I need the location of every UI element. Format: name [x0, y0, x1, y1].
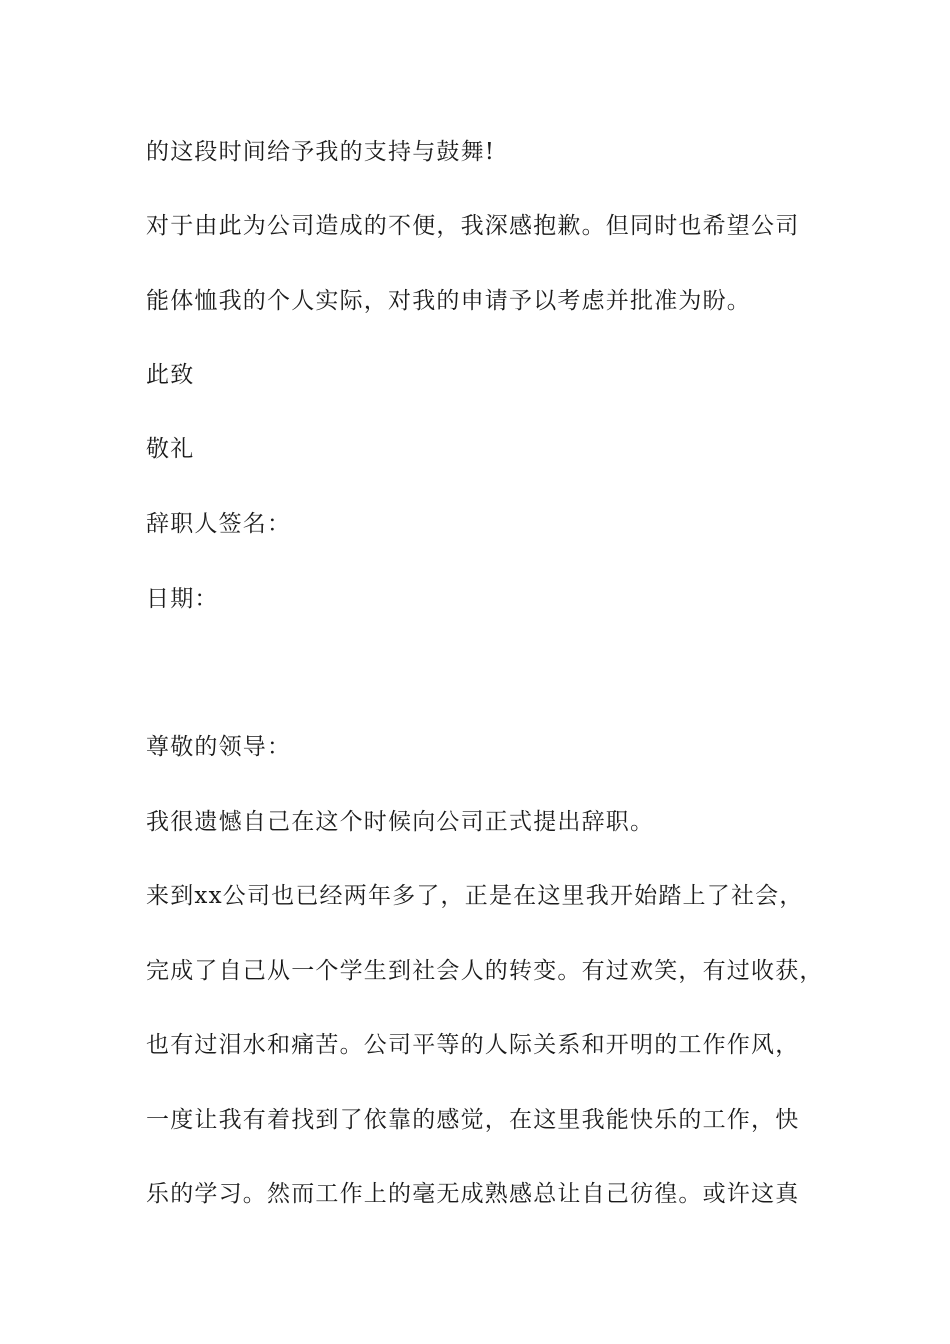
date-label: 日期：: [146, 586, 219, 612]
text-line: 一度让我有着找到了依靠的感觉，在这里我能快乐的工作，快: [146, 1107, 800, 1133]
text-line: 完成了自己从一个学生到社会人的转变。有过欢笑，有过收获，: [146, 958, 824, 984]
text-line: 我很遗憾自己在这个时候向公司正式提出辞职。: [146, 809, 655, 835]
salutation-line: 敬礼: [146, 436, 195, 462]
signature-label: 辞职人签名：: [146, 511, 292, 537]
text-line: 来到xx公司也已经两年多了，正是在这里我开始踏上了社会，: [146, 883, 804, 909]
text-line: 乐的学习。然而工作上的毫无成熟感总让自己彷徨。或许这真: [146, 1181, 800, 1207]
greeting-line: 尊敬的领导：: [146, 734, 292, 760]
text-line: 能体恤我的个人实际，对我的申请予以考虑并批准为盼。: [146, 288, 751, 314]
text-line: 的这段时间给予我的支持与鼓舞!: [146, 139, 496, 165]
text-line: 也有过泪水和痛苦。公司平等的人际关系和开明的工作作风，: [146, 1032, 800, 1058]
text-line: 对于由此为公司造成的不便，我深感抱歉。但同时也希望公司: [146, 213, 800, 239]
closing-line: 此致: [146, 362, 195, 388]
